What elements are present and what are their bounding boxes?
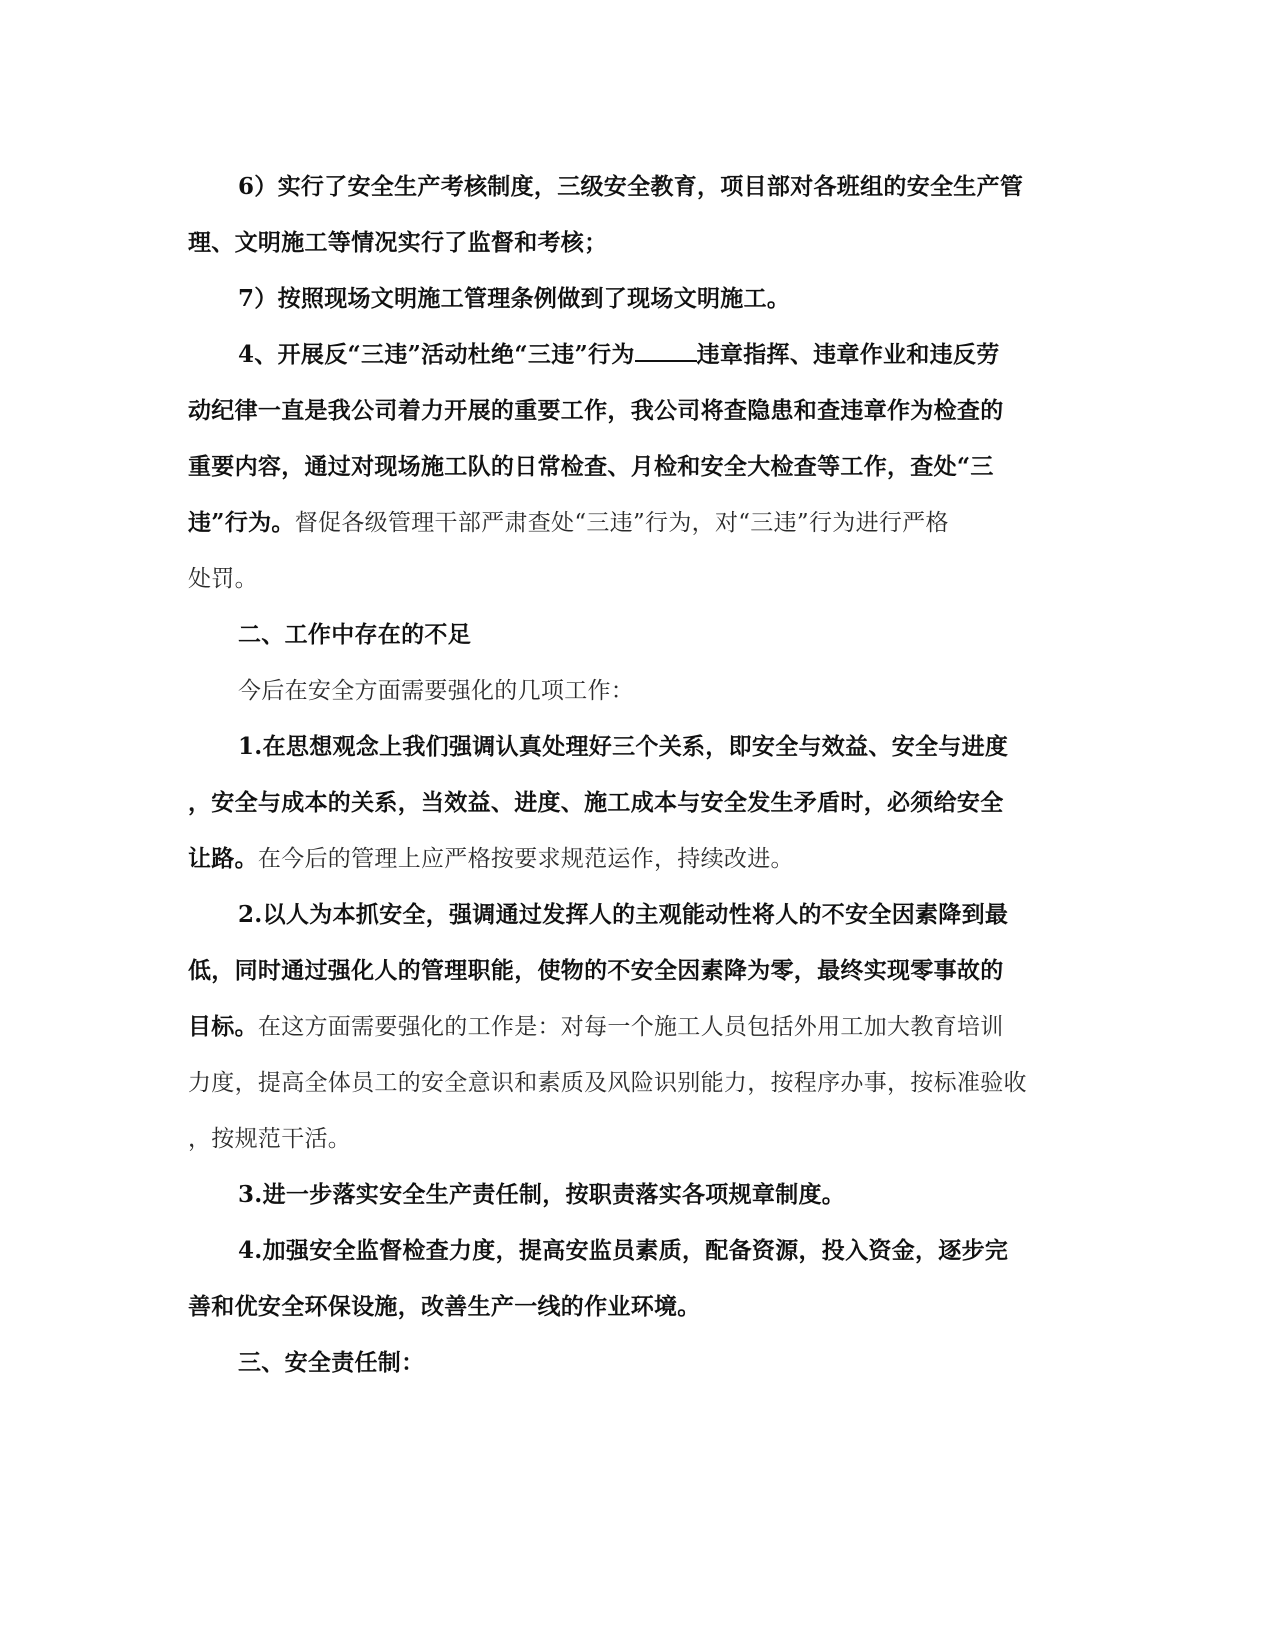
bold-text: 3.进一步落实安全生产责任制，按职责落实各项规章制度。	[238, 1181, 846, 1208]
bold-text: 6）实行了安全生产考核制度，三级安全教育，项目部对各班组的安全生产管	[238, 173, 1024, 200]
bold-text: 善和优安全环保设施，改善生产一线的作业环境。	[188, 1293, 701, 1320]
section-heading	[238, 620, 1138, 650]
paragraph-line	[188, 452, 1088, 482]
bold-text: 重要内容，通过对现场施工队的日常检查、月检和安全大检查等工作，查处“三	[188, 453, 994, 480]
bold-text: 三、安全责任制：	[238, 1349, 425, 1376]
paragraph-line	[238, 732, 1138, 762]
bold-text: 1.在思想观念上我们强调认真处理好三个关系，即安全与效益、安全与进度	[238, 733, 1009, 760]
paragraph-line	[238, 900, 1138, 930]
paragraph-line	[238, 676, 1138, 706]
bold-text: 4、开展反“三违”活动杜绝“三违”行为	[238, 341, 635, 368]
bold-text: 4.加强安全监督检查力度，提高安监员素质，配备资源，投入资金，逐步完	[238, 1237, 1009, 1264]
paragraph-line	[188, 564, 1088, 594]
normal-text: ，按规范干活。	[188, 1126, 352, 1152]
bold-text: 让路。	[188, 845, 258, 872]
bold-text: 二、工作中存在的不足	[238, 621, 471, 648]
paragraph-line	[188, 788, 1088, 818]
bold-text: 违”行为。	[188, 509, 295, 536]
paragraph-line	[188, 956, 1088, 986]
bold-text: ，安全与成本的关系，当效益、进度、施工成本与安全发生矛盾时，必须给安全	[188, 789, 1004, 816]
paragraph-line	[238, 1180, 1138, 1210]
bold-text: 违章指挥、违章作业和违反劳	[696, 341, 1000, 368]
normal-text: 督促各级管理干部严肃查处“三违”行为，对“三违”行为进行严格	[294, 510, 949, 536]
paragraph-line	[238, 1236, 1138, 1266]
paragraph-line	[188, 1292, 1088, 1322]
paragraph-line	[188, 1012, 1088, 1042]
bold-text: 2.以人为本抓安全，强调通过发挥人的主观能动性将人的不安全因素降到最	[238, 901, 1009, 928]
section-heading	[238, 1348, 1138, 1378]
fill-in-blank	[635, 340, 697, 362]
normal-text: 处罚。	[188, 566, 258, 592]
paragraph-line	[188, 508, 1088, 538]
bold-text: 目标。	[188, 1013, 258, 1040]
normal-text: 今后在安全方面需要强化的几项工作：	[238, 678, 635, 704]
bold-text: 7）按照现场文明施工管理条例做到了现场文明施工。	[238, 285, 791, 312]
paragraph-line	[188, 1124, 1088, 1154]
paragraph-line	[188, 844, 1088, 874]
normal-text: 在这方面需要强化的工作是：对每一个施工人员包括外用工加大教育培训	[257, 1014, 1004, 1040]
paragraph-line	[238, 172, 1138, 202]
paragraph-line	[188, 396, 1088, 426]
paragraph-line	[238, 284, 1138, 314]
paragraph-line	[238, 340, 1138, 370]
normal-text: 力度，提高全体员工的安全意识和素质及风险识别能力，按程序办事，按标准验收	[188, 1070, 1027, 1096]
bold-text: 低，同时通过强化人的管理职能，使物的不安全因素降为零，最终实现零事故的	[188, 957, 1004, 984]
normal-text: 在今后的管理上应严格按要求规范运作，持续改进。	[257, 846, 794, 872]
bold-text: 动纪律一直是我公司着力开展的重要工作，我公司将查隐患和查违章作为检查的	[188, 397, 1004, 424]
bold-text: 理、文明施工等情况实行了监督和考核；	[188, 229, 608, 256]
paragraph-line	[188, 1068, 1088, 1098]
paragraph-line	[188, 228, 1088, 258]
